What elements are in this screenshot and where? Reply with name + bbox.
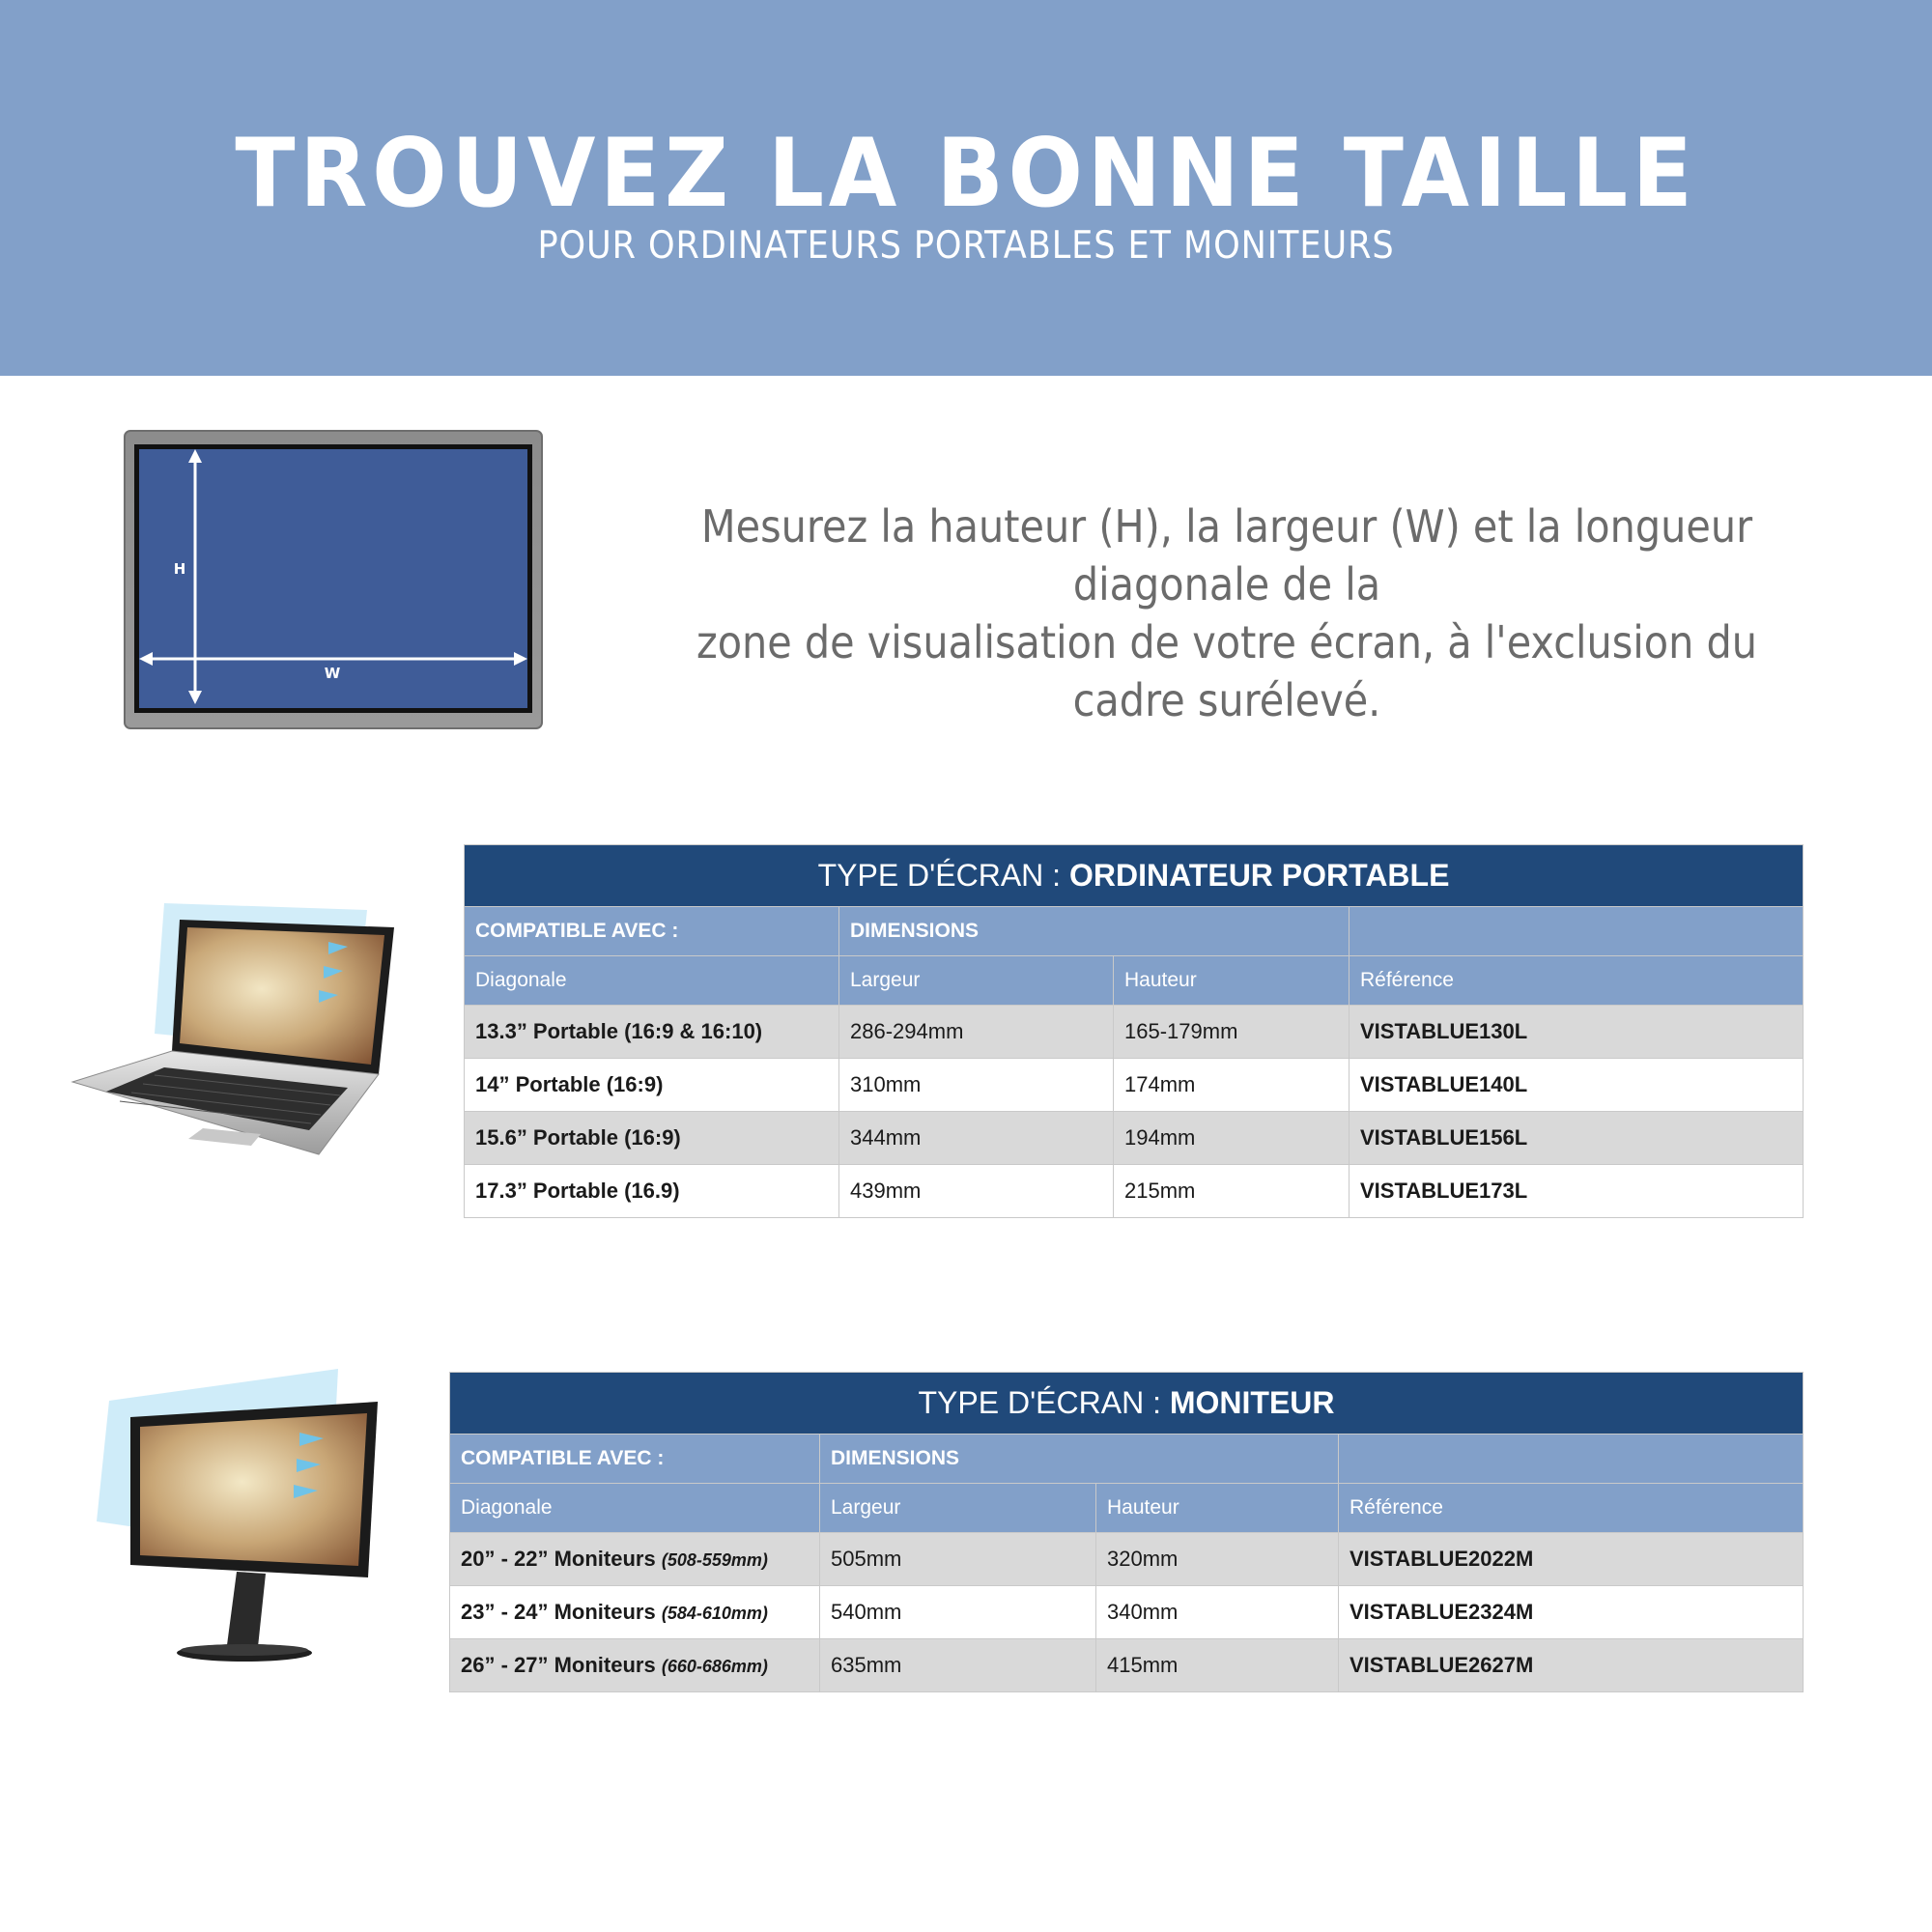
- table-row: [465, 1059, 1804, 1112]
- table-row: [450, 1533, 1804, 1586]
- table-row: [450, 1639, 1804, 1692]
- cell-width: 540mm: [820, 1586, 1096, 1639]
- col-width: Largeur: [839, 956, 1114, 1006]
- width-label: W: [324, 665, 341, 682]
- diagonal-mm-note: (508-559mm): [661, 1550, 768, 1570]
- cell-width: 310mm: [839, 1059, 1114, 1112]
- cell-width: 505mm: [820, 1533, 1096, 1586]
- cell-height: 194mm: [1114, 1112, 1350, 1165]
- diagonal-mm-note: (660-686mm): [661, 1657, 768, 1676]
- compat-header: COMPATIBLE AVEC :: [450, 1435, 820, 1484]
- diagonal-text: 23” - 24” Moniteurs: [461, 1600, 662, 1624]
- col-reference: Référence: [1350, 956, 1804, 1006]
- table-row: [465, 1165, 1804, 1218]
- cell-diagonal: [450, 1586, 820, 1639]
- cell-width: 286-294mm: [839, 1006, 1114, 1059]
- cell-width: 439mm: [839, 1165, 1114, 1218]
- cell-height: 340mm: [1096, 1586, 1339, 1639]
- col-height: Hauteur: [1096, 1484, 1339, 1533]
- diagonal-text: 26” - 27” Moniteurs: [461, 1653, 662, 1677]
- col-diagonal: Diagonale: [450, 1484, 820, 1533]
- table-title-prefix: TYPE D'ÉCRAN :: [817, 858, 1069, 893]
- table-title-prefix: TYPE D'ÉCRAN :: [918, 1385, 1170, 1420]
- cell-diagonal: [450, 1639, 820, 1692]
- dimensions-header: DIMENSIONS: [839, 907, 1350, 956]
- table-group-header-row: [450, 1435, 1804, 1484]
- table-title-row: [450, 1373, 1804, 1435]
- cell-reference: VISTABLUE173L: [1350, 1165, 1804, 1218]
- cell-height: 415mm: [1096, 1639, 1339, 1692]
- cell-diagonal: 17.3” Portable (16.9): [465, 1165, 839, 1218]
- table-title-type: MONITEUR: [1169, 1385, 1335, 1420]
- cell-diagonal: 15.6” Portable (16:9): [465, 1112, 839, 1165]
- cell-height: 174mm: [1114, 1059, 1350, 1112]
- monitor-size-table: [449, 1372, 1804, 1692]
- table-row: [465, 1112, 1804, 1165]
- header-band: [0, 0, 1932, 376]
- cell-reference: VISTABLUE2022M: [1339, 1533, 1804, 1586]
- col-width: Largeur: [820, 1484, 1096, 1533]
- page-title: TROUVEZ LA BONNE TAILLE: [235, 119, 1697, 229]
- measure-line-2: zone de visualisation de votre écran, à l'exclusion du cadre surélevé.: [696, 616, 1758, 726]
- table-row: [450, 1586, 1804, 1639]
- col-height: Hauteur: [1114, 956, 1350, 1006]
- cell-reference: VISTABLUE140L: [1350, 1059, 1804, 1112]
- cell-height: 320mm: [1096, 1533, 1339, 1586]
- screen-measure-diagram: [124, 430, 543, 729]
- measure-line-1: Mesurez la hauteur (H), la largeur (W) et la longueur diagonale de la: [700, 500, 1753, 611]
- col-diagonal: Diagonale: [465, 956, 839, 1006]
- page-subtitle: POUR ORDINATEURS PORTABLES ET MONITEURS: [537, 224, 1395, 268]
- laptop-image: [68, 898, 401, 1159]
- empty-header: [1350, 907, 1804, 956]
- table-title-type: ORDINATEUR PORTABLE: [1068, 858, 1450, 893]
- col-reference: Référence: [1339, 1484, 1804, 1533]
- cell-reference: VISTABLUE2324M: [1339, 1586, 1804, 1639]
- cell-width: 344mm: [839, 1112, 1114, 1165]
- dimensions-header: DIMENSIONS: [820, 1435, 1339, 1484]
- table-column-header-row: [465, 956, 1804, 1006]
- laptop-size-table: [464, 844, 1804, 1218]
- height-label: H: [173, 560, 186, 578]
- cell-reference: VISTABLUE156L: [1350, 1112, 1804, 1165]
- cell-reference: VISTABLUE130L: [1350, 1006, 1804, 1059]
- monitor-image: [92, 1367, 391, 1676]
- compat-header: COMPATIBLE AVEC :: [465, 907, 839, 956]
- empty-header: [1339, 1435, 1804, 1484]
- cell-diagonal: 14” Portable (16:9): [465, 1059, 839, 1112]
- table-column-header-row: [450, 1484, 1804, 1533]
- table-group-header-row: [465, 907, 1804, 956]
- diagonal-mm-note: (584-610mm): [661, 1604, 768, 1623]
- cell-height: 215mm: [1114, 1165, 1350, 1218]
- cell-diagonal: 13.3” Portable (16:9 & 16:10): [465, 1006, 839, 1059]
- diagonal-text: 20” - 22” Moniteurs: [461, 1547, 662, 1571]
- cell-width: 635mm: [820, 1639, 1096, 1692]
- cell-reference: VISTABLUE2627M: [1339, 1639, 1804, 1692]
- measure-instructions: [644, 497, 1809, 729]
- table-row: [465, 1006, 1804, 1059]
- cell-height: 165-179mm: [1114, 1006, 1350, 1059]
- table-title-row: [465, 845, 1804, 907]
- cell-diagonal: [450, 1533, 820, 1586]
